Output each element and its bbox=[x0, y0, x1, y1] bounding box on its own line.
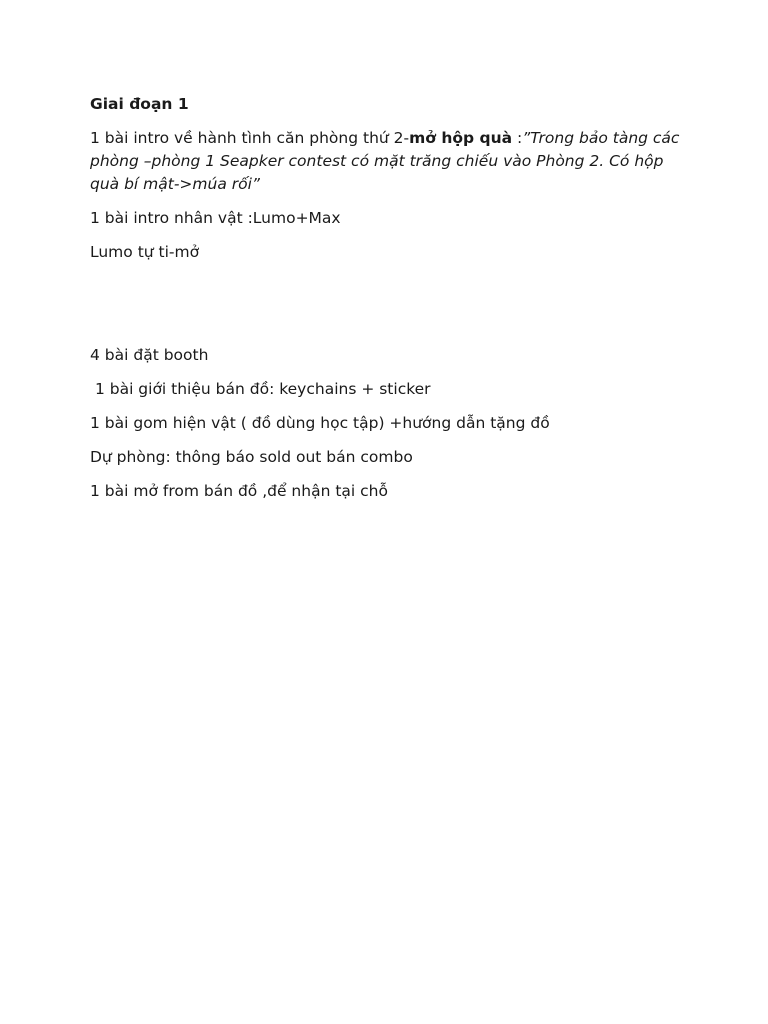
paragraph-bold-text: mở hộp quà bbox=[409, 129, 513, 147]
section-heading: Giai đoạn 1 bbox=[90, 95, 189, 113]
paragraph-collect-items: 1 bài gom hiện vật ( đồ dùng học tập) +hướng dẫn tặng đồ bbox=[90, 414, 550, 432]
paragraph-backup: Dự phòng: thông báo sold out bán combo bbox=[90, 448, 413, 466]
paragraph-intro-characters: 1 bài intro nhân vật :Lumo+Max bbox=[90, 209, 341, 227]
paragraph-form: 1 bài mở from bán đồ ,để nhận tại chỗ bbox=[90, 482, 388, 500]
paragraph-lumo: Lumo tự ti-mở bbox=[90, 243, 200, 261]
paragraph-booth: 4 bài đặt booth bbox=[90, 346, 209, 364]
paragraph-text: 1 bài intro về hành tình căn phòng thứ 2- bbox=[90, 129, 410, 147]
paragraph-intro-planet bbox=[90, 127, 690, 196]
blank-space bbox=[90, 275, 690, 344]
paragraph-merch: 1 bài giới thiệu bán đồ: keychains + sticker bbox=[90, 380, 431, 398]
paragraph-italic-quote: ”Trong bảo tàng các phòng –phòng 1 Seapker contest có mặt trăng chiếu vào Phòng 2. Có hộp quà bí mật->múa rối” bbox=[90, 129, 685, 193]
paragraph-text: : bbox=[512, 129, 523, 147]
document-page bbox=[90, 93, 690, 514]
